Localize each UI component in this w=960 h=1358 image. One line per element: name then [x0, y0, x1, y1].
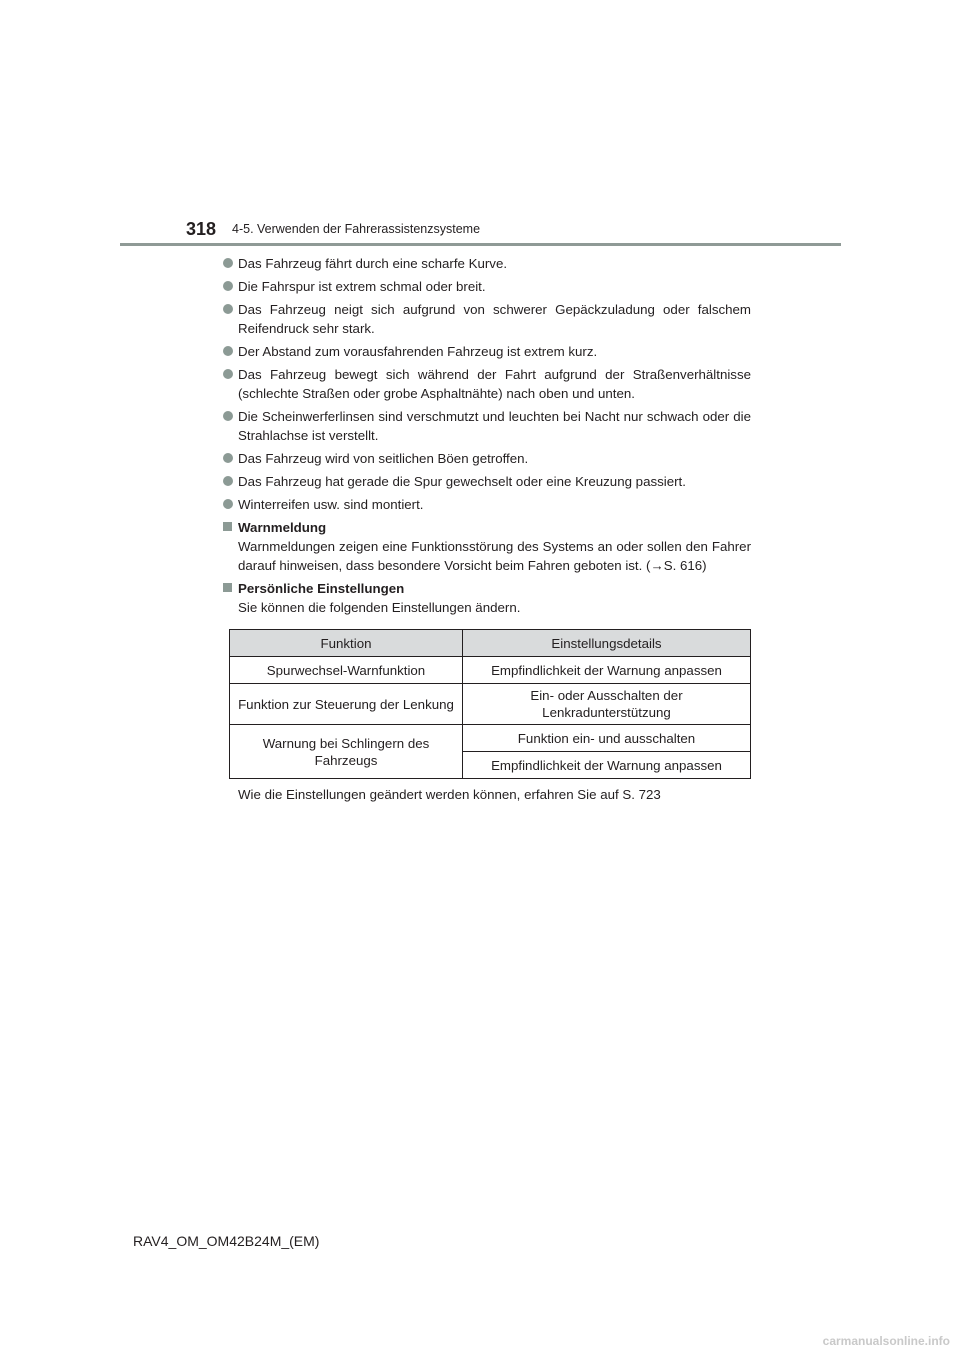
table-cell: Funktion ein- und ausschalten: [463, 725, 751, 752]
table-cell: Spurwechsel-Warnfunktion: [230, 657, 463, 684]
table-cell: Warnung bei Schlingern des Fahrzeugs: [230, 725, 463, 779]
bullet-dot-icon: [223, 346, 233, 356]
list-item: Winterreifen usw. sind montiert.: [223, 495, 751, 514]
list-item: Das Fahrzeug fährt durch eine scharfe Kurve.: [223, 254, 751, 273]
table-cell: Ein- oder Ausschalten der Lenkradunterstützung: [463, 684, 751, 725]
list-item: Die Scheinwerferlinsen sind verschmutzt und leuchten bei Nacht nur schwach oder die Strahlachse ist verstellt.: [223, 407, 751, 445]
bullet-dot-icon: [223, 281, 233, 291]
settings-footer-note: Wie die Einstellungen geändert werden können, erfahren Sie auf S. 723: [238, 787, 661, 802]
settings-intro: Sie können die folgenden Einstellungen ändern.: [238, 600, 521, 615]
bullet-dot-icon: [223, 453, 233, 463]
column-header-details: Einstellungsdetails: [463, 630, 751, 657]
bullet-dot-icon: [223, 258, 233, 268]
square-bullet-icon: [223, 583, 232, 592]
bullet-dot-icon: [223, 369, 233, 379]
section-title: 4-5. Verwenden der Fahrerassistenzsysteme: [232, 222, 481, 236]
list-item: Der Abstand zum vorausfahrenden Fahrzeug ist extrem kurz.: [223, 342, 751, 361]
bullet-dot-icon: [223, 499, 233, 509]
page-content: [223, 254, 751, 804]
document-code: RAV4_OM_OM42B24M_(EM): [133, 1233, 320, 1249]
table-cell: Empfindlichkeit der Warnung anpassen: [463, 657, 751, 684]
table-header-row: [230, 630, 751, 657]
bullet-dot-icon: [223, 476, 233, 486]
list-item: Das Fahrzeug wird von seitlichen Böen getroffen.: [223, 449, 751, 468]
list-item: Die Fahrspur ist extrem schmal oder breit.: [223, 277, 751, 296]
bullet-dot-icon: [223, 304, 233, 314]
table-row: [230, 725, 751, 752]
settings-heading: Persönliche Einstellungen: [223, 579, 751, 598]
list-item: Das Fahrzeug bewegt sich während der Fahrt aufgrund der Straßenverhältnisse (schlechte Straßen oder grobe Asphaltnähte) nach oben und unten.: [223, 365, 751, 403]
page-number: 318: [186, 219, 217, 239]
bullet-dot-icon: [223, 411, 233, 421]
column-header-function: Funktion: [230, 630, 463, 657]
list-item: Das Fahrzeug neigt sich aufgrund von schwerer Gepäckzuladung oder falschem Reifendruck sehr stark.: [223, 300, 751, 338]
table-cell: Empfindlichkeit der Warnung anpassen: [463, 752, 751, 779]
table-cell: Funktion zur Steuerung der Lenkung: [230, 684, 463, 725]
header-divider: [120, 243, 841, 246]
condition-list: [223, 254, 751, 514]
table-row: [230, 657, 751, 684]
list-item: Das Fahrzeug hat gerade die Spur gewechselt oder eine Kreuzung passiert.: [223, 472, 751, 491]
settings-table: [229, 629, 751, 779]
warning-text: Warnmeldungen zeigen eine Funktionsstörung des Systems an oder sollen den Fahrer darauf hinweisen, dass besondere Vorsicht beim Fahren geboten ist. (→S. 616): [238, 539, 751, 573]
square-bullet-icon: [223, 522, 232, 531]
watermark: carmanualsonline.info: [822, 1334, 950, 1348]
table-row: [230, 684, 751, 725]
warning-heading: Warnmeldung: [223, 518, 751, 537]
